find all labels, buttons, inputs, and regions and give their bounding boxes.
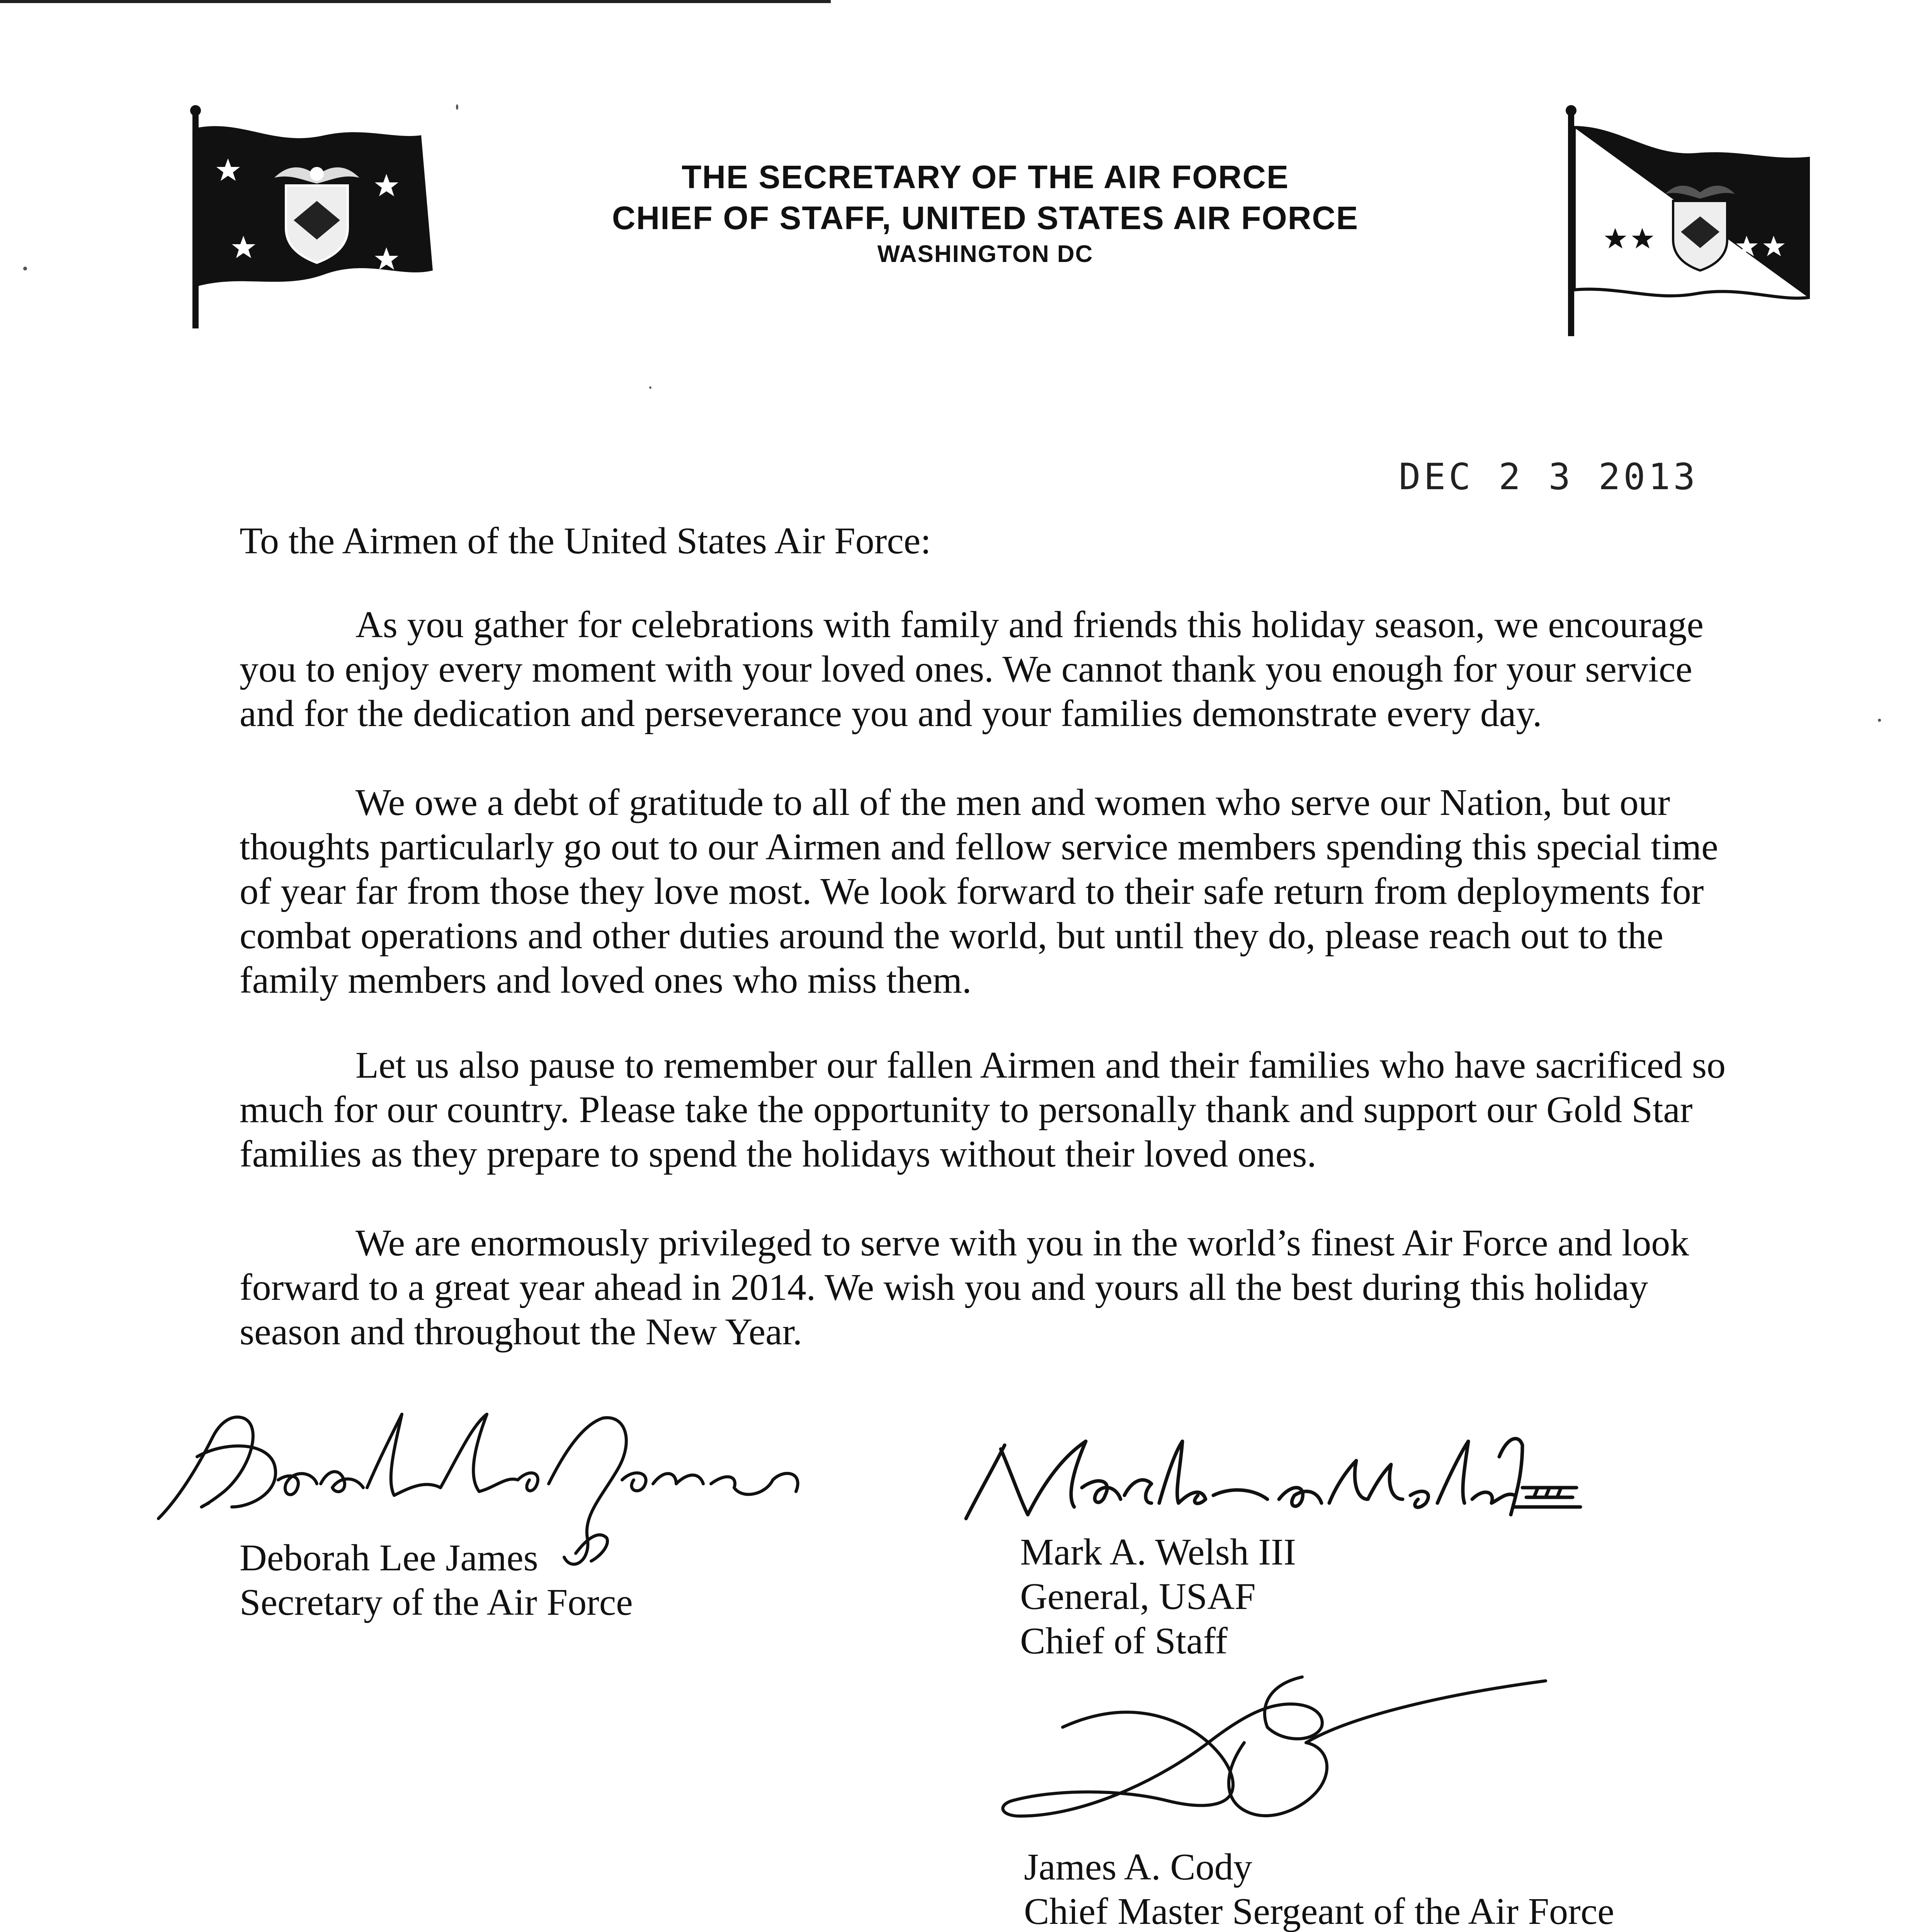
paragraph-line: forward to a great year ahead in 2014. We wish you and yours all the best during this holiday <box>240 1267 1648 1308</box>
scan-speck <box>649 386 651 389</box>
signature-block-cody <box>1024 1845 1614 1932</box>
paragraph-line: season and throughout the New Year. <box>240 1311 803 1353</box>
chief-of-staff-flag-icon <box>1561 104 1816 344</box>
signatory-name: Deborah Lee James <box>240 1537 538 1579</box>
paragraph-line: you to enjoy every moment with your loved ones. We cannot thank you enough for your service <box>240 648 1692 690</box>
paragraph-line: and for the dedication and perseverance you and your families demonstrate every day. <box>240 693 1542 735</box>
paragraph-1 <box>240 603 1704 736</box>
date-stamp: DEC 2 3 2013 <box>1399 456 1699 498</box>
signatory-title: Chief of Staff <box>1020 1620 1228 1662</box>
signatory-title: Secretary of the Air Force <box>240 1582 633 1623</box>
paragraph-4 <box>240 1221 1689 1354</box>
letterhead-title: THE SECRETARY OF THE AIR FORCE <box>681 159 1289 195</box>
secretary-flag-icon <box>185 104 437 336</box>
signature-welsh <box>958 1430 1584 1530</box>
paragraph-2 <box>240 781 1718 1003</box>
paragraph-3 <box>240 1043 1726 1177</box>
letterhead-subtitle: CHIEF OF STAFF, UNITED STATES AIR FORCE <box>612 200 1359 236</box>
letterhead <box>487 156 1484 270</box>
signatory-title: Chief Master Sergeant of the Air Force <box>1024 1891 1614 1932</box>
scan-edge-line <box>0 0 831 3</box>
paragraph-line: Let us also pause to remember our fallen Airmen and their families who have sacrificed so <box>355 1044 1726 1086</box>
paragraph-line: of year far from those they love most. We look forward to their safe return from deployments for <box>240 871 1704 912</box>
paragraph-line: combat operations and other duties around the world, but until they do, please reach out to the <box>240 915 1663 957</box>
paragraph-line: much for our country. Please take the opportunity to personally thank and support our Gold Star <box>240 1089 1693 1131</box>
signatory-name: James A. Cody <box>1024 1846 1252 1888</box>
paragraph-line: family members and loved ones who miss them. <box>240 959 972 1001</box>
paragraph-line: thoughts particularly go out to our Airmen and fellow service members spending this special time <box>240 826 1718 868</box>
scan-speck <box>456 104 458 110</box>
signatory-name: Mark A. Welsh III <box>1020 1531 1296 1573</box>
salutation: To the Airmen of the United States Air Force: <box>240 520 931 562</box>
scan-speck <box>1878 719 1881 722</box>
signature-cody <box>997 1662 1553 1839</box>
signature-block-welsh <box>1020 1530 1296 1663</box>
paragraph-line: We owe a debt of gratitude to all of the men and women who serve our Nation, but our <box>355 782 1670 823</box>
paragraph-line: families as they prepare to spend the holidays without their loved ones. <box>240 1133 1316 1175</box>
paragraph-line: We are enormously privileged to serve with you in the world’s finest Air Force and look <box>355 1222 1689 1264</box>
paragraph-line: As you gather for celebrations with family and friends this holiday season, we encourage <box>355 604 1704 646</box>
signatory-rank: General, USAF <box>1020 1576 1256 1617</box>
letterhead-location: WASHINGTON DC <box>877 241 1094 267</box>
scan-speck <box>23 267 27 270</box>
signature-block-james <box>240 1536 633 1625</box>
